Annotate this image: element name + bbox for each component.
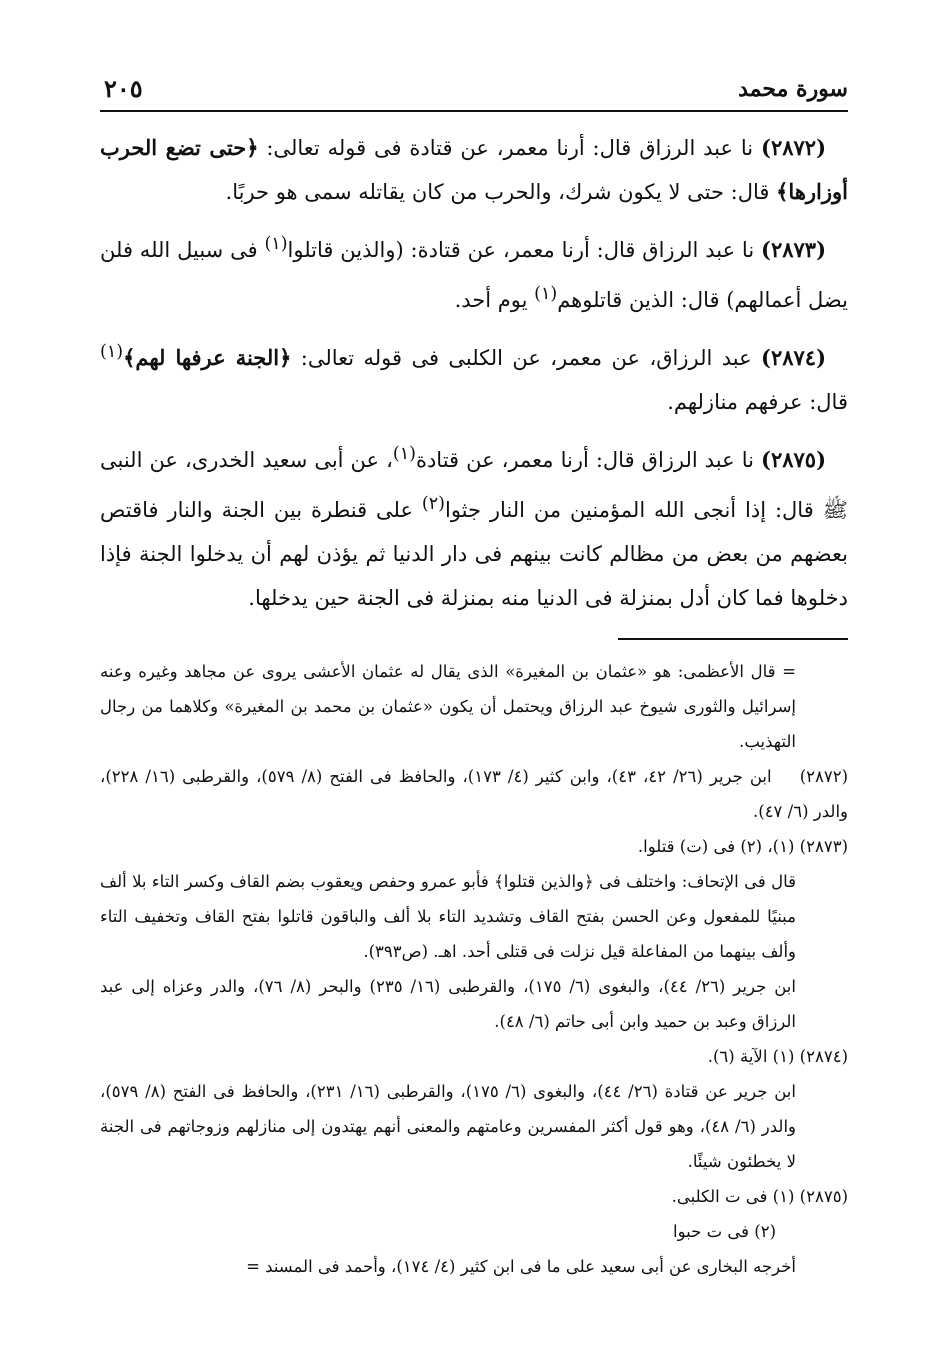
entry-number: (٢٨٧٥) [761,447,826,472]
quran-quote: ﴿حتى تضع الحرب أوزارها﴾ [100,135,848,204]
entry-text: فى سبيل الله فلن يضل أعمالهم) قال: الذين قاتلوهم [100,238,848,312]
footnote-number: (٢٨٧٢) [799,767,849,786]
entry-text: على قنطرة بين الجنة والنار فاقتص بعضهم من بعض من مظالم كانت بينهم فى دار الدنيا ثم يؤذن لهم أن يدخلوا الجنة فإذا دخلوها فما كان أدل بمنزلة فى الدنيا منه بمنزلة فى الجنة حين يدخلها. [100,498,848,610]
entry-text: نا عبد الرزاق قال: أرنا معمر، عن قتادة [415,448,761,472]
entry-number: (٢٨٧٢) [761,135,826,160]
footnote-divider [618,638,848,640]
footnote-marker: (١) [100,342,124,362]
surah-title: سورة محمد [738,76,848,102]
footnote: (٢) فى ت حبوا [673,1222,776,1241]
footnote-text: ابن جرير (٢٦/ ٤٢، ٤٣)، وابن كثير (٤/ ١٧٣)، والحافظ فى الفتح (٨/ ٥٧٩)، والقرطبى (١٦/ ٢٢٨)، والدر (٦/ ٤٧). [100,767,848,821]
footnote: ابن جرير عن قتادة (٢٦/ ٤٤)، والبغوى (٦/ ١٧٥)، والقرطبى (١٦/ ٢٣١)، والحافظ فى الفتح (٨/ ٥٧٩)، والدر (٦/ ٤٨)، وهو قول أكثر المفسرين وعامتهم والمعنى أنهم يهتدون إلى منازلهم وزوجاتهم فى الجنة لا يخطئون شيئًا. [100,1082,796,1171]
footnote: أخرجه البخارى عن أبى سعيد على ما فى ابن كثير (٤/ ١٧٤)، وأحمد فى المسند = [246,1257,796,1276]
page-header [100,70,848,112]
entry-text: يوم أحد. [454,288,535,312]
entry-text: قال: حتى لا يكون شرك، والحرب من كان يقاتله سمى هو حربًا. [225,180,777,204]
page-number: ٢٠٥ [104,74,143,103]
footnote: (٢٨٧٤) (١) الآية (٦). [707,1047,848,1066]
footnote-marker: (١) [534,284,558,304]
footnote: (٢٨٧٣) (١)، (٢) فى (ت) قتلوا. [637,837,848,856]
entry-text: نا عبد الرزاق قال: أرنا معمر، عن قتادة فى قوله تعالى: [258,136,761,160]
entry-text: عبد الرزاق، عن معمر، عن الكلبى فى قوله تعالى: [291,346,761,370]
entry-number: (٢٨٧٤) [761,345,826,370]
footnote: ابن جرير (٢٦/ ٤٤)، والبغوى (٦/ ١٧٥)، والقرطبى (١٦/ ٢٣٥) والبحر (٨/ ٧٦)، والدر وعزاه إلى عبد الرزاق وعبد بن حميد وابن أبى حاتم (٦/ ٤٨). [100,977,796,1031]
footnote: قال فى الإتحاف: واختلف فى ﴿والذين قتلوا﴾ فأبو عمرو وحفص ويعقوب بضم القاف وكسر التاء بلا ألف مبنيًا للمفعول وعن الحسن بفتح القاف وتشديد التاء بلا ألف والباقون قاتلوا بفتح القاف وتخفيف التاء وألف بينهما من المفاعلة قيل نزلت فى قتلى أحد. اهـ. (ص٣٩٣). [100,872,796,961]
main-text [100,126,848,620]
entry-2874 [100,330,848,424]
footnote-marker: (١) [392,444,416,464]
entry-2872 [100,126,848,214]
footnotes [100,654,848,1284]
footnote: (٢٨٧٥) (١) فى ت الكلبى. [671,1187,848,1206]
entry-number: (٢٨٧٣) [761,237,826,262]
entry-2875 [100,432,848,620]
page [100,70,848,1350]
footnote [100,759,848,829]
quran-quote: ﴿الجنة عرفها لهم﴾ [123,345,292,370]
entry-text: قال: عرفهم منازلهم. [667,390,848,414]
footnote: = قال الأعظمى: هو «عثمان بن المغيرة» الذى يقال له عثمان الأعشى يروى عن مجاهد وغيره وعنه إسرائيل والثورى شيوخ عبد الرزاق ويحتمل أن يكون «عثمان بن محمد بن المغيرة» وكلاهما من رجال التهذيب. [100,662,796,751]
entry-text: ، عن أبى سعيد الخدرى، عن النبى ﷺ قال: إذا أنجى الله المؤمنين من النار جثوا [100,448,848,522]
footnote-marker: (٢) [421,494,445,514]
footnote-marker: (١) [264,234,288,254]
entry-text: نا عبد الرزاق قال: أرنا معمر، عن قتادة: (والذين قاتلوا [287,238,761,262]
entry-2873 [100,222,848,322]
